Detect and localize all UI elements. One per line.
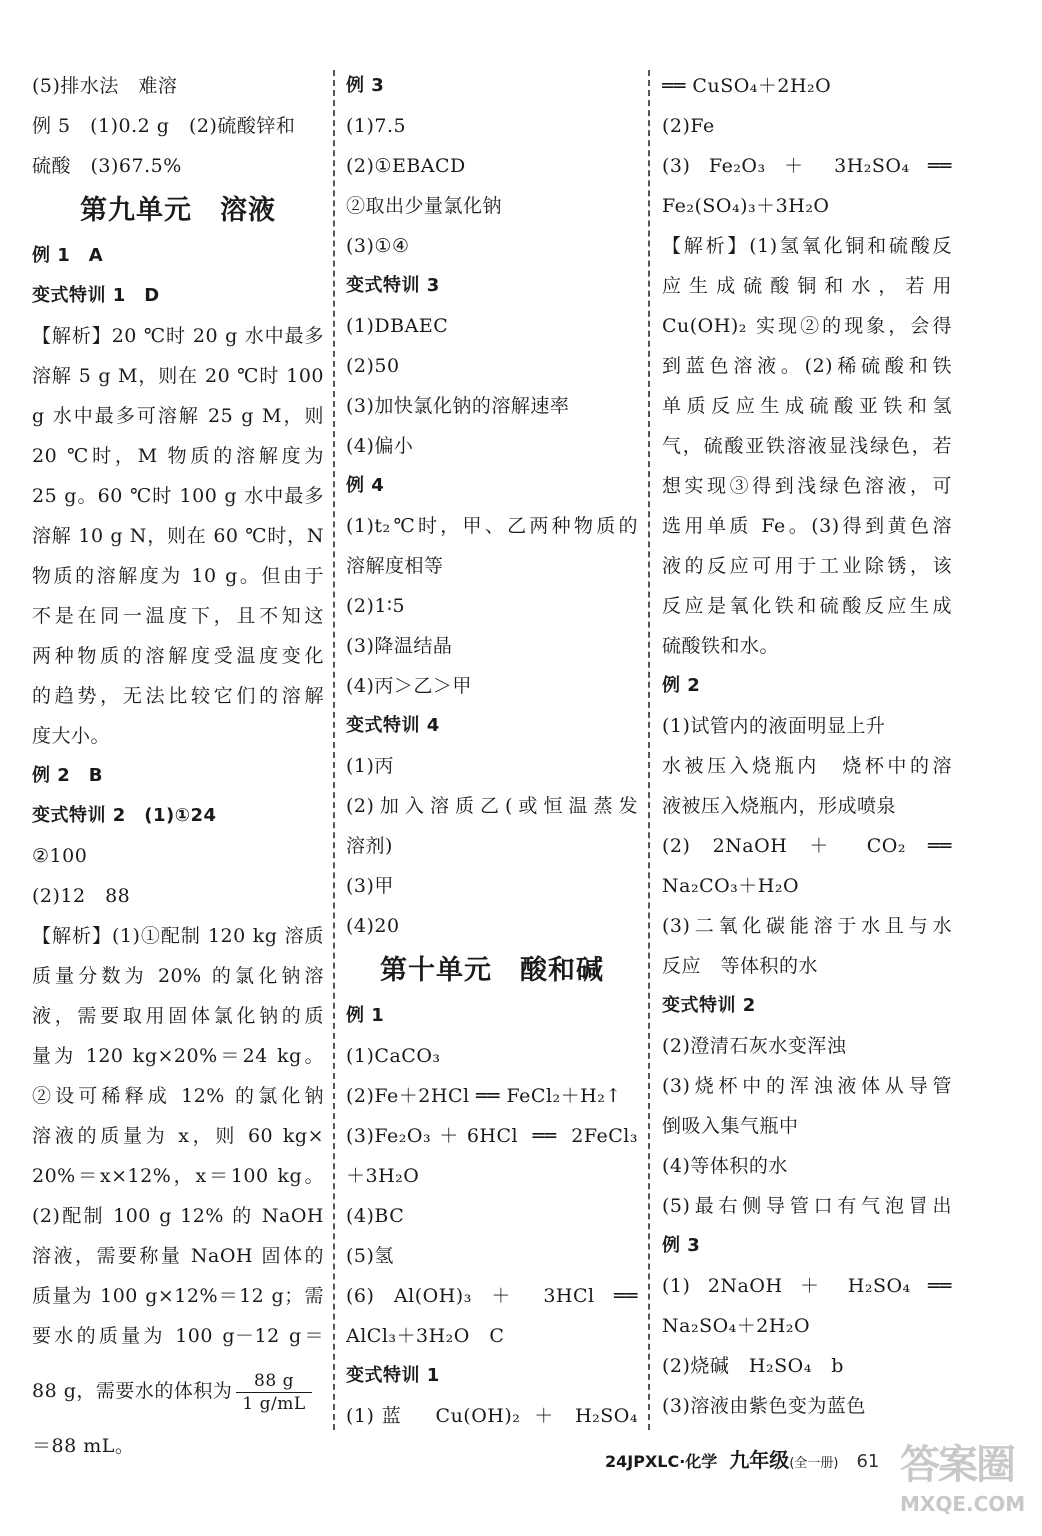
answer-line: 反应是氧化铁和硫酸反应生成 [662,595,952,617]
example-label: 例 3 [662,1235,701,1256]
fraction [236,1370,311,1415]
answer-line: (3)溶液由紫色变为蓝色 [662,1395,866,1417]
answer-line: g 水中最多可溶解 25 g M，则 [32,405,324,427]
answer-line: (3)甲 [346,875,394,897]
example-label: 变式特训 1 D [32,285,160,306]
answer-line: (1)DBAEC [346,315,449,337]
answer-line: ══ CuSO₄＋2H₂O [662,75,832,97]
answer-line: (3)加快氯化钠的溶解速率 [346,395,570,417]
answer-line: 量为 120 kg×20%＝24 kg。 [32,1045,324,1067]
answer-line: 要水的质量为 100 g－12 g＝ [32,1325,324,1347]
answer-line: 度大小。 [32,725,111,747]
answer-line: (4)丙＞乙＞甲 [346,675,472,697]
answer-line: 溶液的质量为 x，则 60 kg× [32,1125,324,1147]
answer-line: 想实现③得到浅绿色溶液，可 [662,475,952,497]
answer-line: ＋3H₂O [346,1165,420,1187]
answer-line: 不是在同一温度下，且不知这 [32,605,324,627]
answer-line: (2)50 [346,355,400,377]
answer-line: 质量为 100 g×12%＝12 g；需 [32,1285,324,1307]
answer-line: ②取出少量氯化钠 [346,195,503,217]
answer-line: 溶解 5 g M，则在 20 ℃时 100 [32,365,324,387]
answer-line: 单质反应生成硫酸亚铁和氢 [662,395,952,417]
answer-line: (2)配制 100 g 12% 的 NaOH [32,1205,324,1227]
answer-line: ②100 [32,845,88,867]
answer-line: 液，需要取用固体氯化钠的质 [32,1005,324,1027]
answer-line: (3)烧杯中的浑浊液体从导管 [662,1075,952,1097]
example-label: 例 4 [346,475,385,496]
answer-line: 两种物质的溶解度受温度变化 [32,645,324,667]
answer-line: 反应 等体积的水 [662,955,819,977]
answer-line: (2) 2NaOH ＋ CO₂ ══ [662,835,952,857]
section-heading: 第九单元 溶液 [80,195,276,226]
answer-line: 25 g。60 ℃时 100 g 水中最多 [32,485,324,507]
example-label: 例 1 A [32,245,104,266]
answer-line: (5)氢 [346,1245,394,1267]
example-label: 变式特训 3 [346,275,440,296]
answer-line: (2)澄清石灰水变浑浊 [662,1035,847,1057]
answer-line: 20 ℃时，M 物质的溶解度为 [32,445,324,467]
example-label: 变式特训 4 [346,715,440,736]
answer-line: (4)20 [346,915,400,937]
answer-line: (1)7.5 [346,115,407,137]
answer-line: (5)最右侧导管口有气泡冒出 [662,1195,952,1217]
example-label: 变式特训 1 [346,1365,440,1386]
answer-line: Fe₂(SO₄)₃＋3H₂O [662,195,830,217]
volume-label: (全一册) [789,1456,839,1471]
answer-line: (1)CaCO₃ [346,1045,441,1067]
answer-line: (2)Fe [662,115,715,137]
answer-line: 溶解度相等 [346,555,444,577]
answer-line: 物质的溶解度为 10 g。但由于 [32,565,324,587]
answer-line: 选用单质 Fe。(3)得到黄色溶 [662,515,952,537]
watermark-logo-text: 答案圈 [900,1442,1014,1488]
column-2 [346,66,638,1436]
answer-line: (1)试管内的液面明显上升 [662,715,886,737]
fraction-numerator: 88 g [236,1370,311,1393]
answer-line: 【解析】(1)①配制 120 kg 溶质 [32,925,324,947]
answer-line: (2)Fe＋2HCl ══ FeCl₂＋H₂↑ [346,1085,622,1107]
answer-line: (2)1∶5 [346,595,406,617]
grade-label: 九年级 [729,1448,790,1472]
watermark-url: MXQE.COM [900,1492,1026,1516]
answer-line: (3)Fe₂O₃＋6HCl ══ 2FeCl₃ [346,1125,638,1147]
section-heading: 第十单元 酸和碱 [380,955,604,986]
example-label: 例 1 [346,1005,385,1026]
fraction-denominator: 1 g/mL [242,1393,306,1414]
answer-line: 溶剂) [346,835,393,857]
answer-line: (1)蓝 Cu(OH)₂ ＋ H₂SO₄ [346,1405,638,1427]
answer-line: (3)二氧化碳能溶于水且与水 [662,915,952,937]
answer-line: 液的反应可用于工业除锈，该 [662,555,952,577]
page-number: 61 [856,1451,880,1472]
answer-line: 溶液，需要称量 NaOH 固体的 [32,1245,324,1267]
answer-line: (2)烧碱 H₂SO₄ b [662,1355,844,1377]
answer-line: 硫酸铁和水。 [662,635,780,657]
answer-line: ②设可稀释成 12% 的氯化钠 [32,1085,324,1107]
answer-line: (5)排水法 难溶 [32,75,178,97]
answer-line: (3) Fe₂O₃ ＋ 3H₂SO₄ ══ [662,155,952,177]
answer-line: AlCl₃＋3H₂O C [346,1325,505,1347]
answer-line: Na₂SO₄＋2H₂O [662,1315,811,1337]
column-1 [32,66,324,1466]
answer-line: ＝88 mL。 [32,1435,135,1457]
answer-line: 例 5 (1)0.2 g (2)硫酸锌和 [32,115,296,137]
watermark-logo [900,1440,1026,1530]
answer-line: (4)偏小 [346,435,414,457]
answer-line: 【解析】(1)氢氧化铜和硫酸反 [662,235,952,257]
answer-line: Na₂CO₃＋H₂O [662,875,800,897]
page-footer [605,1440,879,1480]
example-label: 例 2 B [32,765,104,786]
answer-line: 的趋势，无法比较它们的溶解 [32,685,324,707]
example-label: 变式特训 2 [662,995,756,1016]
answer-line: 气，硫酸亚铁溶液显浅绿色，若 [662,435,952,457]
answer-line: (6) Al(OH)₃ ＋ 3HCl ══ [346,1285,638,1307]
answer-line: (2)①EBACD [346,155,466,177]
example-label: 例 2 [662,675,701,696]
answer-line: 质量分数为 20% 的氯化钠溶 [32,965,324,987]
example-label: 变式特训 2 (1)①24 [32,805,217,826]
answer-line: (2)12 88 [32,885,131,907]
answer-line: (4)BC [346,1205,405,1227]
answer-line: 到蓝色溶液。(2)稀硫酸和铁 [662,355,952,377]
answer-line: 溶解 10 g N，则在 60 ℃时，N [32,525,324,547]
answer-line: (4)等体积的水 [662,1155,788,1177]
answer-line: 水被压入烧瓶内 烧杯中的溶 [662,755,952,777]
answer-line: (1)t₂℃时，甲、乙两种物质的 [346,515,638,537]
answer-line: (3)①④ [346,235,410,257]
column-divider [648,70,650,1430]
book-code: 24JPXLC·化学 [605,1452,718,1471]
answer-line: 20%＝x×12%，x＝100 kg。 [32,1165,324,1187]
answer-line: 硫酸 (3)67.5% [32,155,182,177]
answer-line: 倒吸入集气瓶中 [662,1115,799,1137]
answer-line: 【解析】20 ℃时 20 g 水中最多 [32,325,324,347]
answer-line: (3)降温结晶 [346,635,453,657]
line-text: 88 g，需要水的体积为 [32,1380,233,1402]
answer-line [32,1356,324,1426]
answer-line: (1)丙 [346,755,394,777]
column-3 [662,66,952,1426]
column-divider [333,70,335,1430]
example-label: 例 3 [346,75,385,96]
answer-line: (1) 2NaOH ＋ H₂SO₄ ══ [662,1275,952,1297]
answer-line: 液被压入烧瓶内，形成喷泉 [662,795,897,817]
answer-line: Cu(OH)₂ 实现②的现象，会得 [662,315,952,337]
answer-line: (2)加入溶质乙(或恒温蒸发 [346,795,638,817]
answer-line: 应生成硫酸铜和水，若用 [662,275,952,297]
